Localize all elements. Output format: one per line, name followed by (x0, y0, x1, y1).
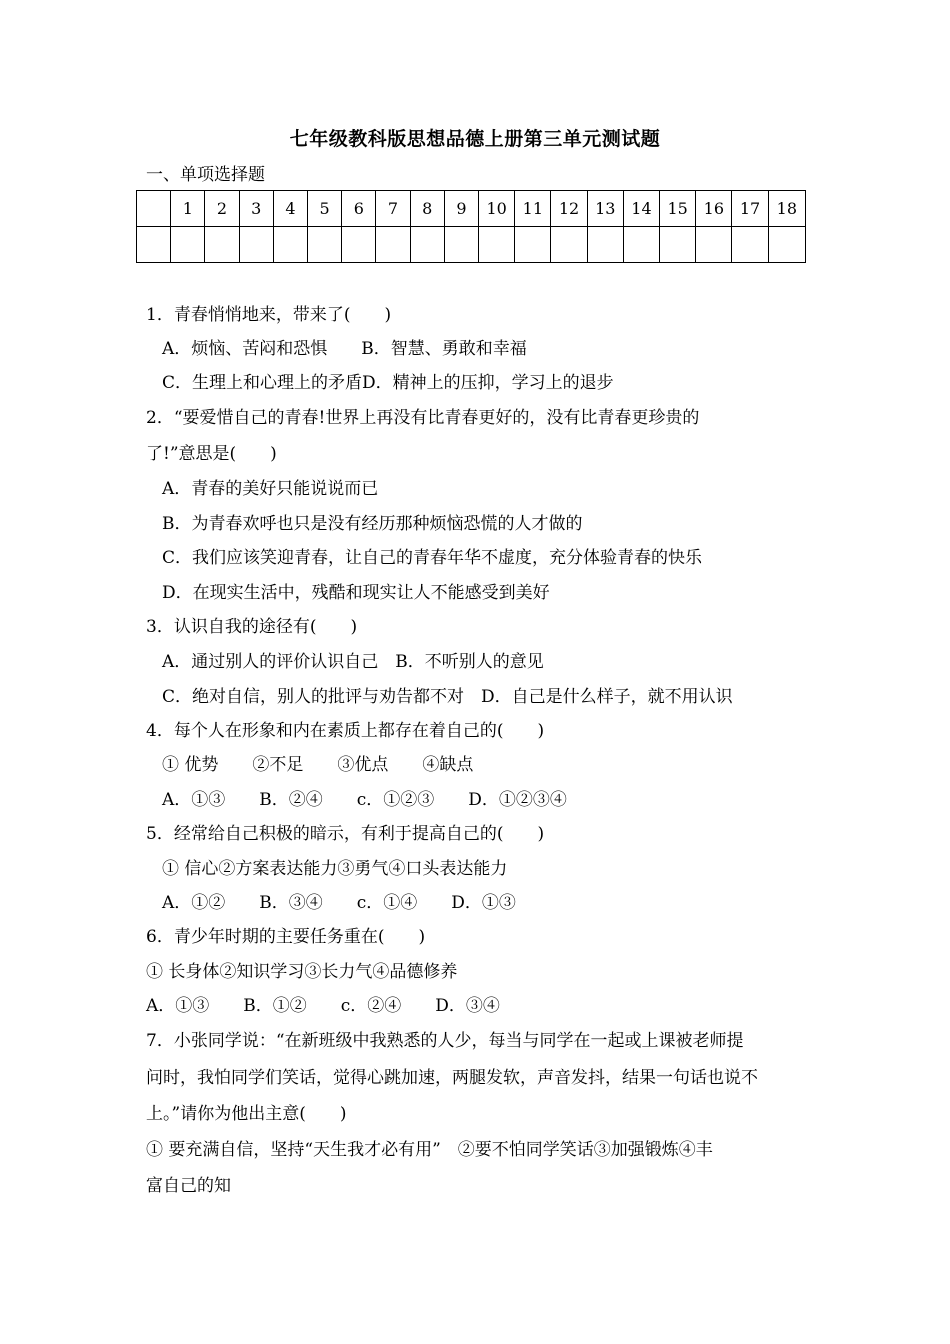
question-3-options-ab: A．通过别人的评价认识自己 B．不听别人的意见 (162, 652, 544, 672)
question-5-items: ① 信心②方案表达能力③勇气④口头表达能力 (162, 859, 508, 879)
answer-cell[interactable] (551, 227, 587, 263)
question-number-cell: 16 (696, 191, 732, 227)
question-5-stem: 5．经常给自己积极的暗示，有利于提高自己的( ) (146, 824, 545, 844)
question-7-items-line1: ① 要充满自信，坚持“天生我才必有用” ②要不怕同学笑话③加强锻炼④丰 (146, 1140, 713, 1160)
answer-cell[interactable] (444, 227, 478, 263)
question-4-options: A．①③ B．②④ c．①②③ D．①②③④ (162, 790, 567, 810)
question-7-stem-line1: 7．小张同学说：“在新班级中我熟悉的人少，每当与同学在一起或上课被老师提 (146, 1031, 744, 1051)
answer-cell[interactable] (410, 227, 444, 263)
question-1-stem: 1．青春悄悄地来，带来了( ) (146, 305, 392, 325)
question-number-cell: 7 (376, 191, 410, 227)
section-heading: 一、单项选择题 (146, 165, 265, 185)
question-4-stem: 4．每个人在形象和内在素质上都存在着自己的( ) (146, 721, 545, 741)
question-2-option-d: D．在现实生活中，残酷和现实让人不能感受到美好 (162, 583, 550, 603)
table-corner-cell (137, 191, 171, 227)
answer-cell[interactable] (205, 227, 239, 263)
question-1-options-ab: A．烦恼、苦闷和恐惧 B．智慧、勇敢和幸福 (162, 339, 527, 359)
question-6-items: ① 长身体②知识学习③长力气④品德修养 (146, 962, 458, 982)
answer-cell[interactable] (732, 227, 768, 263)
question-number-cell: 3 (239, 191, 273, 227)
answer-cell[interactable] (308, 227, 342, 263)
question-number-cell: 11 (515, 191, 551, 227)
question-number-cell: 5 (308, 191, 342, 227)
question-3-stem: 3．认识自我的途径有( ) (146, 617, 358, 637)
question-6-options: A．①③ B．①② c．②④ D．③④ (146, 996, 500, 1016)
question-number-cell: 4 (273, 191, 307, 227)
question-number-cell: 18 (768, 191, 805, 227)
question-7-items-line2: 富自己的知 (146, 1176, 231, 1196)
question-number-cell: 1 (171, 191, 205, 227)
answer-table-answer-row (137, 227, 806, 263)
question-2-option-c: C．我们应该笑迎青春，让自己的青春年华不虚度，充分体验青春的快乐 (162, 548, 703, 568)
question-number-cell: 10 (479, 191, 515, 227)
question-7-stem-line3: 上。”请你为他出主意( ) (146, 1104, 347, 1124)
answer-cell[interactable] (239, 227, 273, 263)
answer-table-header-row (137, 191, 806, 227)
question-2-stem-line2: 了!”意思是( ) (146, 444, 277, 464)
answer-cell[interactable] (479, 227, 515, 263)
answer-cell[interactable] (660, 227, 696, 263)
question-number-cell: 2 (205, 191, 239, 227)
question-7-stem-line2: 问时，我怕同学们笑话，觉得心跳加速，两腿发软，声音发抖，结果一句话也说不 (146, 1068, 758, 1088)
question-number-cell: 8 (410, 191, 444, 227)
answer-cell[interactable] (342, 227, 376, 263)
answer-cell[interactable] (696, 227, 732, 263)
question-number-cell: 17 (732, 191, 768, 227)
question-2-stem-line1: 2．“要爱惜自己的青春!世界上再没有比青春更好的，没有比青春更珍贵的 (146, 408, 700, 428)
answer-cell[interactable] (515, 227, 551, 263)
answer-cell[interactable] (768, 227, 805, 263)
question-2-option-b: B．为青春欢呼也只是没有经历那种烦恼恐慌的人才做的 (162, 514, 583, 534)
answer-cell[interactable] (171, 227, 205, 263)
question-6-stem: 6．青少年时期的主要任务重在( ) (146, 927, 426, 947)
answer-cell[interactable] (273, 227, 307, 263)
answer-cell[interactable] (376, 227, 410, 263)
question-2-option-a: A．青春的美好只能说说而已 (162, 479, 379, 499)
page-title: 七年级教科版思想品德上册第三单元测试题 (289, 128, 661, 150)
question-4-items: ① 优势 ②不足 ③优点 ④缺点 (162, 755, 474, 775)
answer-label-cell (137, 227, 171, 263)
answer-cell[interactable] (587, 227, 623, 263)
question-number-cell: 12 (551, 191, 587, 227)
answer-cell[interactable] (623, 227, 659, 263)
question-number-cell: 15 (660, 191, 696, 227)
question-1-options-cd: C．生理上和心理上的矛盾D．精神上的压抑，学习上的退步 (162, 373, 614, 393)
question-5-options: A．①② B．③④ c．①④ D．①③ (162, 893, 516, 913)
question-number-cell: 6 (342, 191, 376, 227)
question-3-options-cd: C．绝对自信，别人的批评与劝告都不对 D．自己是什么样子，就不用认识 (162, 687, 733, 707)
question-number-cell: 14 (623, 191, 659, 227)
question-number-cell: 9 (444, 191, 478, 227)
question-number-cell: 13 (587, 191, 623, 227)
answer-table (136, 190, 806, 263)
